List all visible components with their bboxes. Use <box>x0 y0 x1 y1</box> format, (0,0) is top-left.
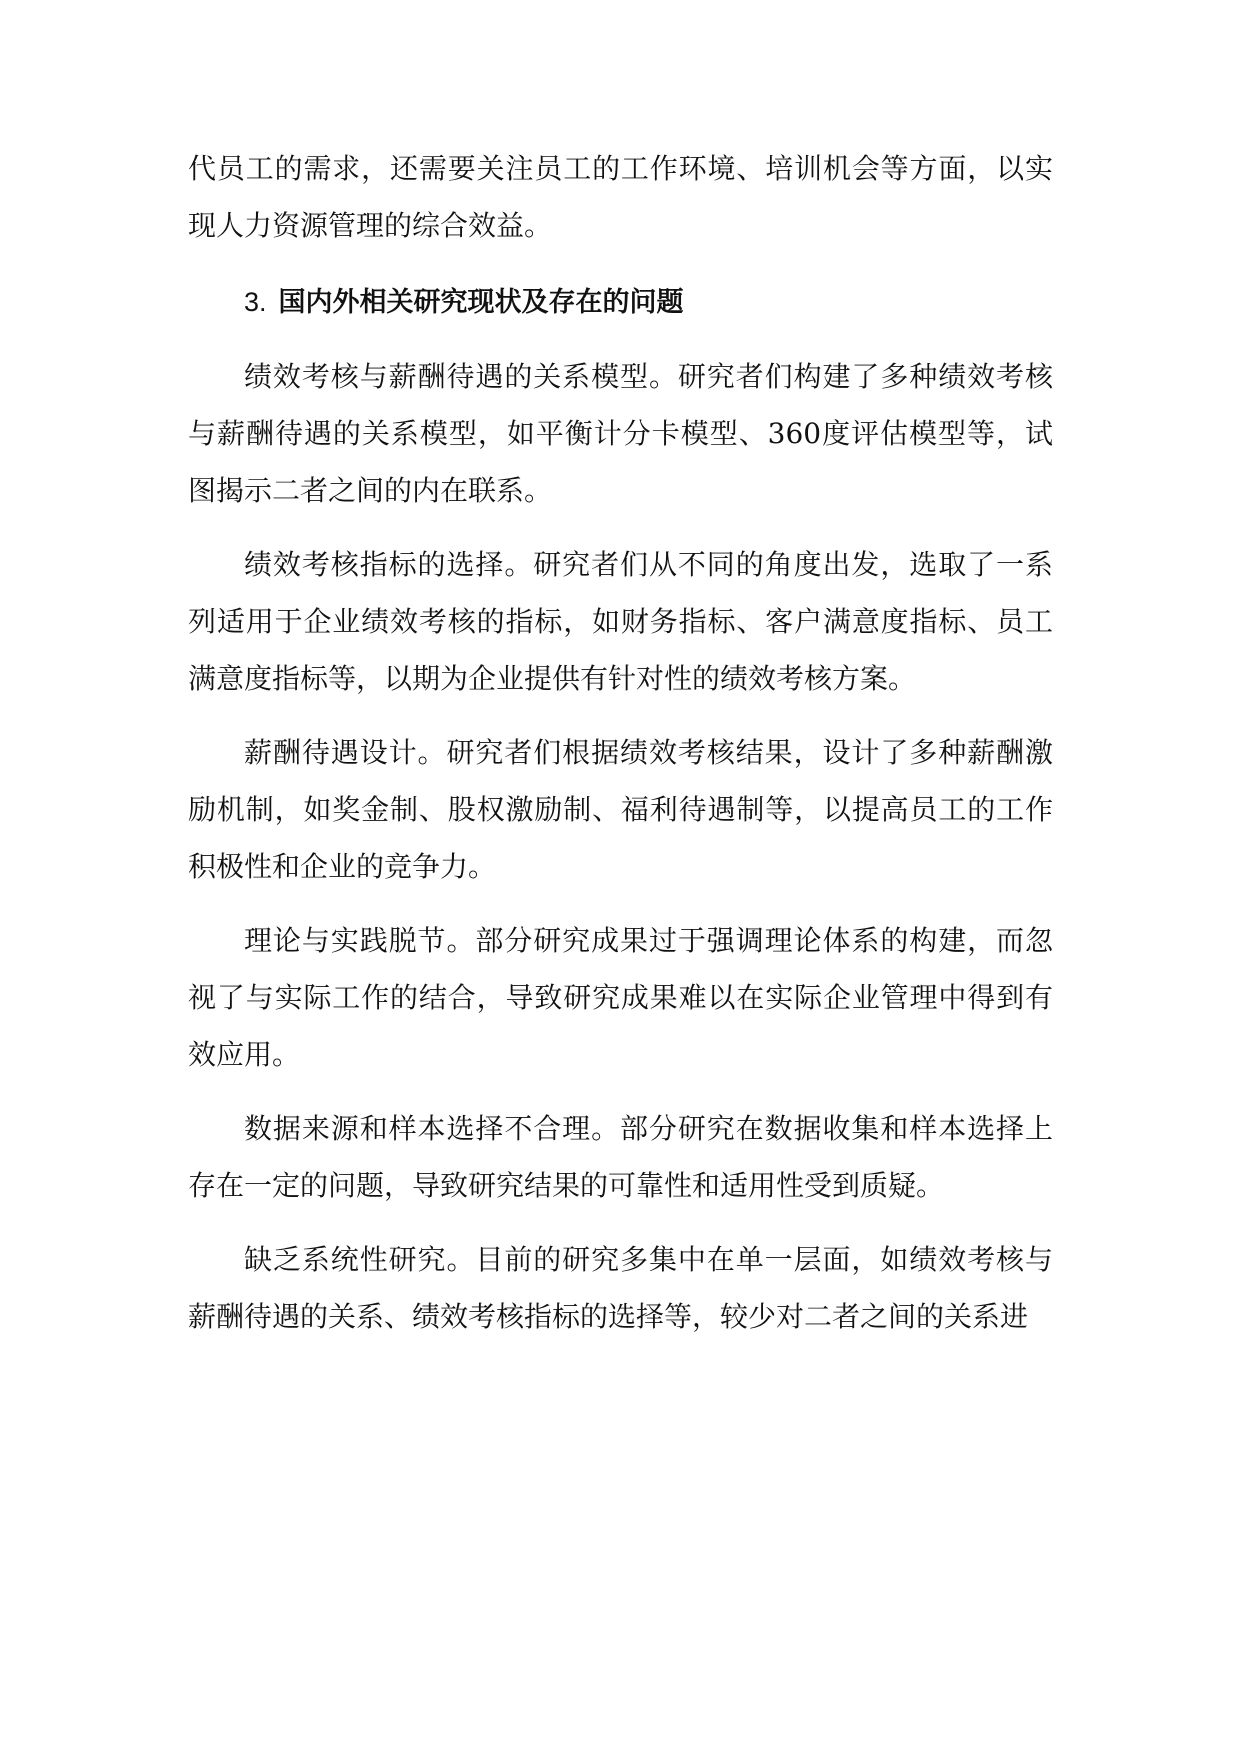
paragraph-lack-systematic-research: 缺乏系统性研究。目前的研究多集中在单一层面，如绩效考核与薪酬待遇的关系、绩效考核指标的选择等，较少对二者之间的关系进 <box>188 1243 1053 1333</box>
paragraph-theory-practice-gap: 理论与实践脱节。部分研究成果过于强调理论体系的构建，而忽视了与实际工作的结合，导致研究成果难以在实际企业管理中得到有效应用。 <box>188 924 1053 1071</box>
continued-paragraph: 代员工的需求，还需要关注员工的工作环境、培训机会等方面，以实现人力资源管理的综合效益。 <box>188 152 1053 242</box>
paragraph-relationship-model: 绩效考核与薪酬待遇的关系模型。研究者们构建了多种绩效考核与薪酬待遇的关系模型，如平衡计分卡模型、360度评估模型等，试图揭示二者之间的内在联系。 <box>188 360 1053 507</box>
paragraph-indicator-selection: 绩效考核指标的选择。研究者们从不同的角度出发，选取了一系列适用于企业绩效考核的指标，如财务指标、客户满意度指标、员工满意度指标等，以期为企业提供有针对性的绩效考核方案。 <box>188 548 1053 695</box>
section-title: 国内外相关研究现状及存在的问题 <box>278 287 684 318</box>
section-heading <box>188 274 1053 331</box>
paragraph-compensation-design: 薪酬待遇设计。研究者们根据绩效考核结果，设计了多种薪酬激励机制，如奖金制、股权激励制、福利待遇制等，以提高员工的工作积极性和企业的竞争力。 <box>188 736 1053 883</box>
document-body <box>188 140 1053 1362</box>
paragraph-data-sample-issues: 数据来源和样本选择不合理。部分研究在数据收集和样本选择上存在一定的问题，导致研究结果的可靠性和适用性受到质疑。 <box>188 1112 1053 1202</box>
section-number: 3. <box>244 287 267 317</box>
